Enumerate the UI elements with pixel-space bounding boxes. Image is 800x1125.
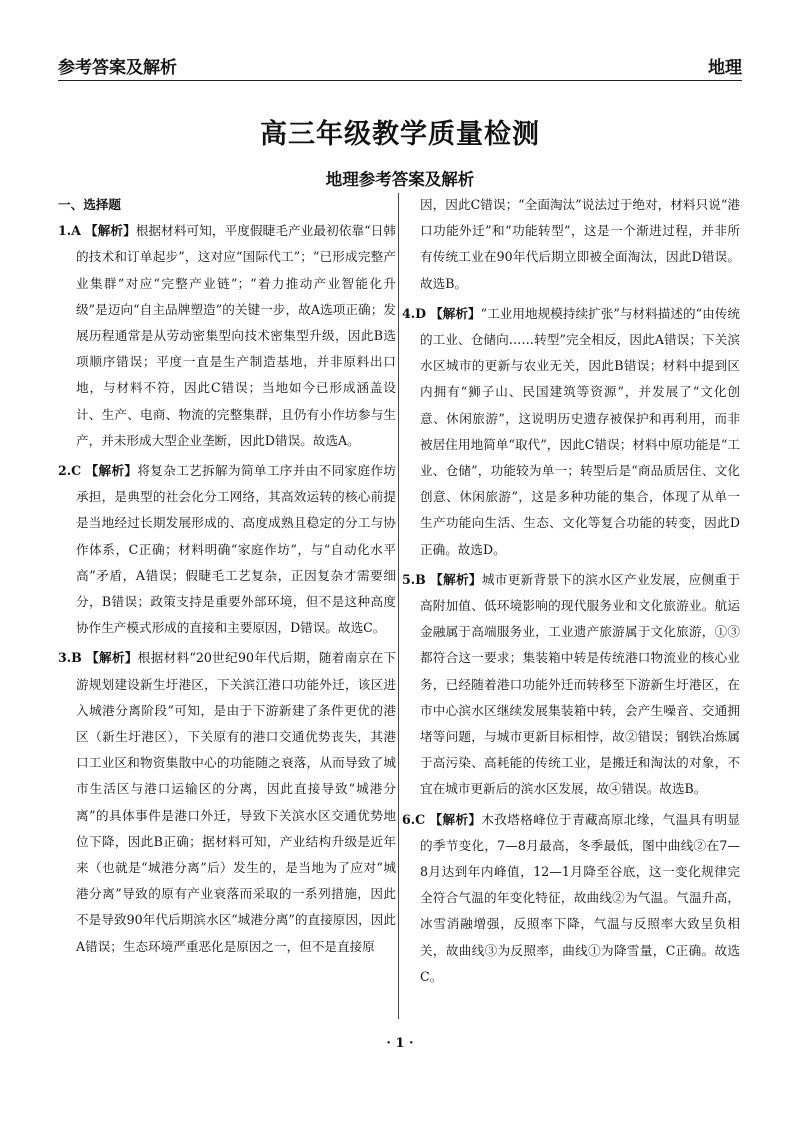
page-number: · 1 · (386, 1036, 414, 1051)
page-header (58, 44, 742, 78)
page-subtitle: 地理参考答案及解析 (325, 170, 475, 189)
analysis-tag: 【解析】 (429, 811, 482, 827)
answer-explanation: 将复杂工艺拆解为简单工序并由不同家庭作坊承担，是典型的社会化分工网络，其高效运转的核心前提是当地经过长期发展形成的、高度成熟且稳定的分工与协作体系，C正确；材料明确“家庭作坊”，与“自动化水平高”矛盾，A错误；假睫毛工艺复杂，正因复杂才需要细分，B错误；政策支持是重要外部环境，但不是这种高度协作生产模式形成的直接和主要原因，D错误。故选C。 (76, 463, 397, 636)
analysis-tag: 【解析】 (85, 223, 136, 239)
answer-explanation: 因，因此C错误；“全面淘汰”说法过于绝对，材料只说“港口功能外迁”和“功能转型”，这是一个渐进过程，并非所有传统工业在90年代后期立即被全面淘汰，因此D错误。故选B。 (420, 197, 740, 291)
answer-explanation: 根据材料可知，平度假睫毛产业最初依靠“日韩的技术和订单起步”，这对应“国际代工”；“已形成完整产业集群”对应“完整产业链”；“着力推动产业智能化升级”是迈向“自主品牌塑造”的关键一步，故A选项正确；发展历程通常是从劳动密集型向技术密集型升级，因此B选项顺序错误；平度一直是生产制造基地，并非原料出口地，与材料不符，因此C错误；当地如今已形成涵盖设计、生产、电商、物流的完整集群，且仍有小作坊参与生产，并未形成大型企业垄断，因此D错误。故选A。 (76, 223, 396, 448)
left-column (58, 192, 396, 964)
header-divider (58, 80, 742, 81)
header-subject: 地理 (708, 58, 742, 78)
answer-item-3 (58, 645, 396, 959)
answer-number: 1. (58, 223, 72, 239)
page-title: 高三年级教学质量检测 (260, 119, 540, 150)
answer-item-6 (402, 807, 740, 990)
analysis-tag: 【解析】 (86, 650, 138, 666)
answer-item-4 (402, 301, 740, 563)
answer-explanation: 城市更新背景下的滨水区产业发展，应侧重于高附加值、低环境影响的现代服务业和文化旅游业。航运金融属于高端服务业，工业遗产旅游属于文化旅游，①③都符合这一要求；集装箱中转是传统港口物流业的核心业务，已经随着港口功能外迁而转移至下游新生圩港区，在市中心滨水区继续发展集装箱中转，会产生噪音、交通拥堵等问题，与城市更新目标相悖，故②错误；钢铁冶炼属于高污染、高耗能的传统工业，是搬迁和淘汰的对象，不宜在城市更新后的滨水区发展，故④错误。故选B。 (420, 571, 741, 797)
answer-explanation: “工业用地规模持续扩张”与材料描述的“由传统的工业、仓储向……转型”完全相反，因此A错误；下关滨水区城市的更新与农业无关，因此B错误；材料中提到区内拥有“狮子山、民国建筑等资源”，并发展了“文化创意、休闲旅游”，这说明历史遗存被保护和再利用，而非被居住用地简单“取代”，因此C错误；材料中原功能是“工业、仓储”，功能较为单一；转型后是“商品质居住、文化创意、休闲旅游”，这是多种功能的集合，体现了从单一生产功能向生活、生态、文化等复合功能的转变，因此D正确。故选D。 (420, 305, 740, 557)
answer-explanation: 根据材料“20世纪90年代后期，随着南京在下游规划建设新生圩港区，下关滨江港口功能外迁，该区进入城港分离阶段”可知，是由于下游新建了条件更优的港区（新生圩港区），下关原有的港口交通优势丧失，其港口工业区和物资集散中心的功能随之衰落，从而导致了城市生活区与港口运输区的分离，因此直接导致“城港分离”的具体事件是港口外迁，导致下关滨水区交通优势地位下降，因此B正确；据材料可知，产业结构升级是近年来（也就是“城港分离”后）发生的，是当地为了应对“城港分离”导致的原有产业衰落而采取的一系列措施，因此不是导致90年代后期滨水区“城港分离”的直接原因，因此A错误；生态环境严重恶化是原因之一，但不是直接原 (76, 650, 397, 954)
answer-choice: A (71, 223, 81, 239)
answer-number: 3. (58, 650, 72, 666)
section-heading: 一、选择题 (58, 197, 121, 212)
answer-number: 2. (58, 463, 72, 479)
answer-explanation: 木孜塔格峰位于青藏高原北缘，气温具有明显的季节变化，7—8月最高，冬季最低，图中曲线②在7—8月达到年内峰值，12—1月降至谷底，这一变化规律完全符合气温的年变化特征，故曲线②为气温。气温升高，冰雪消融增强，反照率下降，气温与反照率大致呈负相关，故曲线③为反照率，曲线①为降雪量，C正确。故选C。 (420, 811, 741, 984)
answer-number: 6. (402, 811, 416, 827)
answer-item-5 (402, 567, 740, 803)
analysis-tag: 【解析】 (85, 463, 138, 479)
answer-choice: C (415, 811, 426, 827)
header-doc-type: 参考答案及解析 (58, 58, 177, 78)
answer-choice: B (71, 650, 82, 666)
answer-number: 4. (402, 305, 416, 321)
answer-item-3-continued (402, 192, 740, 297)
right-column (402, 192, 740, 994)
analysis-tag: 【解析】 (430, 571, 482, 587)
analysis-tag: 【解析】 (430, 305, 481, 321)
column-divider (398, 193, 399, 1019)
answer-choice: C (71, 463, 82, 479)
answer-choice: D (415, 305, 427, 321)
answer-item-2 (58, 458, 396, 641)
answer-choice: B (415, 571, 426, 587)
answer-number: 5. (402, 571, 416, 587)
answer-item-1 (58, 218, 396, 454)
